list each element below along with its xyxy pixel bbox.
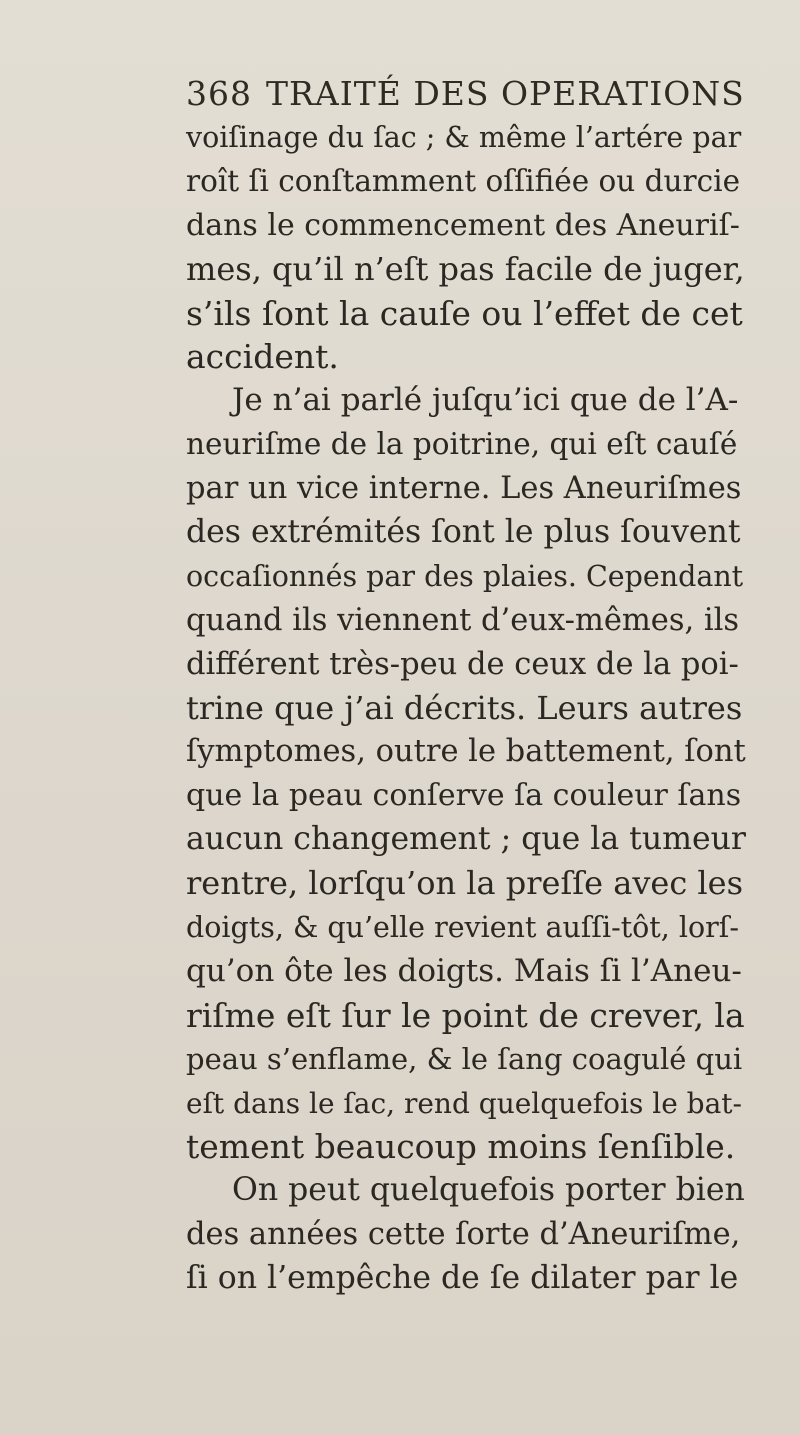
text-line: eſt dans le ſac, rend quelquefois le bat- (186, 1086, 742, 1120)
text-line: trine que j’ai décrits. Leurs autres (186, 688, 743, 727)
text-line: On peut quelquefois porter bien (232, 1172, 745, 1209)
text-line: doigts, & qu’elle revient auſſi-tôt, lorſ- (186, 911, 739, 945)
text-line: occaſionnés par des plaies. Cependant (186, 559, 744, 593)
text-line: différent très-peu de ceux de la poi- (186, 646, 739, 682)
text-line: des extrémités ſont le plus ſouvent (186, 514, 741, 551)
text-line: Je n’ai parlé juſqu’ici que de l’A- (232, 382, 739, 419)
page-number: 368 (186, 74, 252, 113)
text-line: accident. (186, 337, 339, 377)
text-line: par un vice interne. Les Aneuriſmes (186, 471, 742, 507)
body-text (186, 116, 746, 1301)
text-line: quand ils viennent d’eux-mêmes, ils (186, 602, 740, 638)
text-line: voiſinage du ſac ; & même l’artére par (186, 121, 742, 154)
text-line: neuriſme de la poitrine, qui eſt cauſé (186, 427, 738, 462)
text-line: peau s’enflame, & le ſang coagulé qui (186, 1041, 743, 1076)
text-line: riſme eſt ſur le point de crever, la (186, 995, 745, 1035)
text-line: dans le commencement des Aneuriſ- (186, 207, 740, 243)
text-line: mes, qu’il n’eſt pas facile de juger, (186, 249, 745, 288)
text-line: rentre, lorſqu’on la preſſe avec les (186, 864, 744, 903)
text-line: des années cette ſorte d’Aneuriſme, (186, 1217, 741, 1253)
text-line: aucun changement ; que la tumeur (186, 821, 746, 858)
text-line: que la peau conſerve ſa couleur ſans (186, 778, 742, 814)
running-title: TRAITÉ DES OPERATIONS (266, 74, 745, 113)
text-line: ſymptomes, outre le battement, ſont (186, 734, 746, 770)
text-line: tement beaucoup moins ſenſible. (186, 1127, 736, 1167)
text-line: s’ils ſont la cauſe ou l’effet de cet (186, 293, 743, 333)
text-line: roît ſi conſtamment oſſifiée ou durcie (186, 163, 741, 198)
text-line: ſi on l’empêche de ſe dilater par le (186, 1260, 739, 1297)
running-header (186, 72, 746, 116)
text-block (186, 72, 746, 1301)
text-line: qu’on ôte les doigts. Mais ſi l’Aneu- (186, 952, 742, 989)
